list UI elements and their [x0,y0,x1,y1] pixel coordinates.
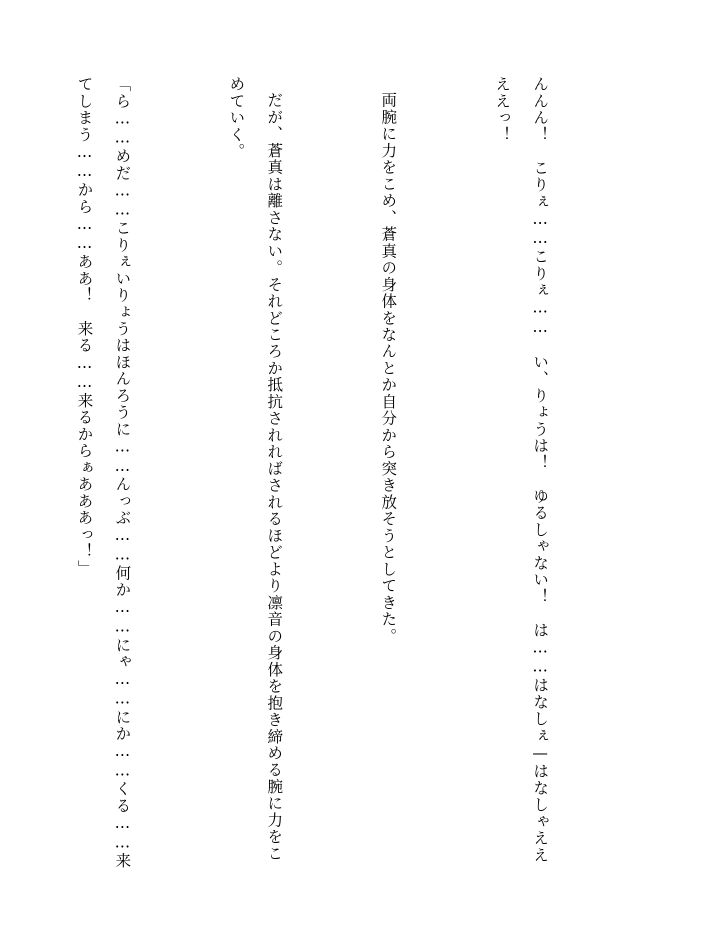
paragraph: 「ら……めだ……こりぇいりょうはほんろうに……んっぶ……何か……にゃ……にか……くる……来てしまう……から……ああ！ 来る……来るからぁあああっ！」 [75,76,132,870]
paragraph: だが、蒼真は離さない。それどころか抵抗されればされるほどより凛音の身体を抱き締める腕に力をこめていく。 [227,76,284,862]
paragraph: 両腕に力をこめ、蒼真の身体をなんとか自分から突き放そうとしてきた。 [379,91,398,644]
paragraph: んんん！ こりぇ……こりぇ…… い、りょうは！ ゆるしゃない！ は……はなしぇ—はなしゃええええっ！ [493,76,550,864]
vertical-text-body [74,76,634,876]
